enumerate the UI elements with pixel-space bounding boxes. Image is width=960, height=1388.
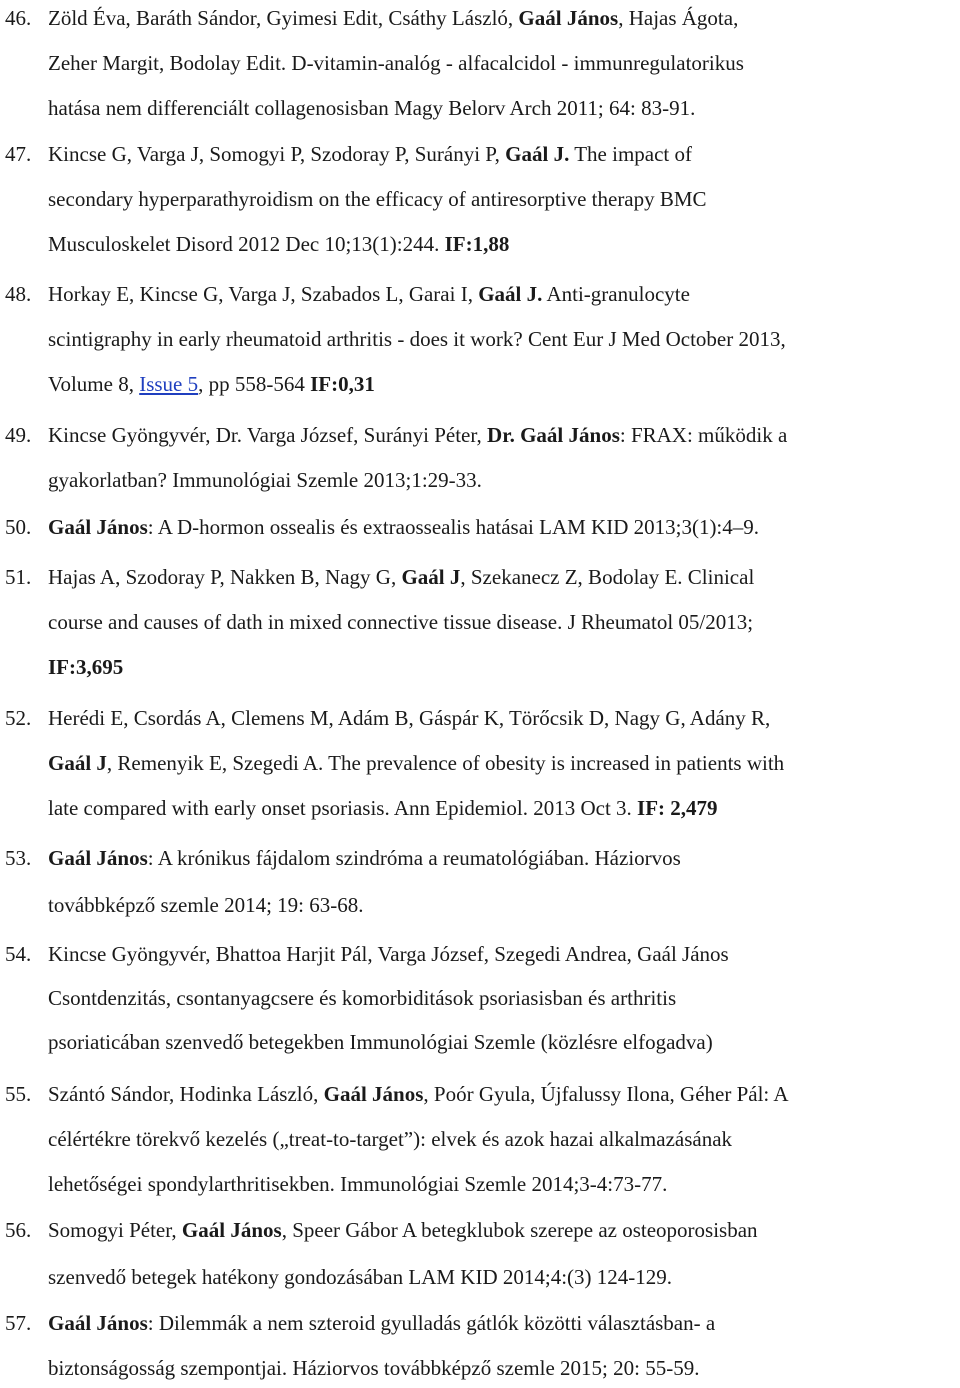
bold-text: Gaál J — [48, 751, 107, 775]
reference-line — [48, 372, 375, 396]
reference-text: Horkay E, Kincse G, Varga J, Szabados L, Garai I, — [48, 282, 479, 306]
bold-text: Dr. Gaál János — [487, 423, 620, 447]
reference-line — [48, 1127, 732, 1151]
reference-line — [48, 1218, 758, 1242]
reference-line — [48, 1311, 715, 1335]
reference-text: scintigraphy in early rheumatoid arthritis - does it work? Cent Eur J Med October 2013, — [48, 327, 786, 351]
reference-text: course and causes of dath in mixed connective tissue disease. J Rheumatol 05/2013; — [48, 610, 754, 634]
bold-text: IF:3,695 — [48, 655, 124, 679]
reference-line — [48, 1082, 789, 1106]
reference-number: 56. — [5, 1218, 32, 1242]
reference-text: : Dilemmák a nem szteroid gyulladás gátlók közötti választásban- a — [147, 1311, 716, 1335]
reference-text: Hajas A, Szodoray P, Nakken B, Nagy G, — [48, 565, 402, 589]
reference-line — [48, 986, 676, 1010]
reference-text: The impact of — [569, 142, 693, 166]
reference-line — [48, 232, 509, 256]
reference-text: Musculoskelet Disord 2012 Dec 10;13(1):244. — [48, 232, 445, 256]
bold-text: Gaál János — [48, 1311, 148, 1335]
reference-line — [48, 706, 770, 730]
reference-text: Szántó Sándor, Hodinka László, — [48, 1082, 324, 1106]
reference-number: 55. — [5, 1082, 32, 1106]
reference-text: Kincse G, Varga J, Somogyi P, Szodoray P, Surányi P, — [48, 142, 506, 166]
bold-text: Gaál János — [48, 515, 148, 539]
bold-text: IF: 2,479 — [637, 796, 718, 820]
reference-line — [48, 96, 695, 120]
bold-text: Gaál János — [48, 846, 148, 870]
reference-text: Zeher Margit, Bodolay Edit. D-vitamin-analóg - alfacalcidol - immunregulatorikus — [48, 51, 744, 75]
reference-line — [48, 515, 759, 539]
bold-text: IF:1,88 — [444, 232, 510, 256]
reference-text: : FRAX: működik a — [619, 423, 788, 447]
reference-line — [48, 751, 784, 775]
reference-number: 48. — [5, 282, 32, 306]
bold-text: Gaál János — [518, 6, 619, 30]
reference-line — [48, 327, 786, 351]
bold-text: Gaál J. — [478, 282, 543, 306]
reference-text: hatása nem differenciált collagenosisban Magy Belorv Arch 2011; 64: 83-91. — [48, 96, 696, 120]
reference-text: Volume 8, — [48, 372, 140, 396]
reference-number: 54. — [5, 942, 32, 966]
reference-text: , Hajas Ágota, — [618, 6, 739, 30]
reference-text: secondary hyperparathyroidism on the efficacy of antiresorptive therapy BMC — [48, 187, 707, 211]
bold-text: Gaál J. — [505, 142, 570, 166]
reference-number: 49. — [5, 423, 32, 447]
reference-text: Csontdenzitás, csontanyagcsere és komorbiditások psoriasisban és arthritis — [48, 986, 677, 1010]
reference-line — [48, 893, 364, 917]
reference-text: Kincse Gyöngyvér, Dr. Varga József, Surányi Péter, — [48, 423, 488, 447]
reference-line — [48, 1172, 667, 1196]
reference-text: : A krónikus fájdalom szindróma a reumatológiában. Háziorvos — [147, 846, 681, 870]
reference-text: biztonságosság szempontjai. Háziorvos továbbképző szemle 2015; 20: 55-59. — [48, 1356, 700, 1380]
reference-line — [48, 1265, 672, 1289]
reference-number: 47. — [5, 142, 32, 166]
reference-line — [48, 565, 754, 589]
reference-line — [48, 6, 738, 30]
reference-number: 46. — [5, 6, 32, 30]
reference-text: célértékre törekvő kezelés („treat-to-target”): elvek és azok hazai alkalmazásának — [48, 1127, 733, 1151]
reference-line — [48, 1356, 699, 1380]
reference-line — [48, 1030, 713, 1054]
reference-text: , Speer Gábor A betegklubok szerepe az osteoporosisban — [281, 1218, 758, 1242]
reference-line — [48, 655, 123, 679]
reference-text: Zöld Éva, Baráth Sándor, Gyimesi Edit, Csáthy László, — [48, 6, 519, 30]
reference-number: 50. — [5, 515, 32, 539]
reference-line — [48, 610, 753, 634]
reference-text: Somogyi Péter, — [48, 1218, 182, 1242]
reference-text: , pp 558-564 — [198, 372, 311, 396]
reference-line — [48, 51, 744, 75]
reference-text: gyakorlatban? Immunológiai Szemle 2013;1:29-33. — [48, 468, 482, 492]
bold-text: Gaál J — [401, 565, 461, 589]
reference-text: , Poór Gyula, Újfalussy Ilona, Géher Pál: A — [423, 1082, 789, 1106]
reference-number: 51. — [5, 565, 32, 589]
reference-line — [48, 468, 482, 492]
reference-text: , Remenyik E, Szegedi A. The prevalence of obesity is increased in patients with — [106, 751, 785, 775]
reference-text: szenvedő betegek hatékony gondozásában LAM KID 2014;4:(3) 124-129. — [48, 1265, 673, 1289]
reference-line — [48, 282, 690, 306]
reference-text: late compared with early onset psoriasis. Ann Epidemiol. 2013 Oct 3. — [48, 796, 638, 820]
reference-text: továbbképző szemle 2014; 19: 63-68. — [48, 893, 364, 917]
reference-number: 57. — [5, 1311, 32, 1335]
reference-line — [48, 942, 729, 966]
bold-text: Gaál János — [181, 1218, 282, 1242]
bold-text: Gaál János — [323, 1082, 424, 1106]
reference-text: , Szekanecz Z, Bodolay E. Clinical — [460, 565, 755, 589]
reference-text: Kincse Gyöngyvér, Bhattoa Harjit Pál, Varga József, Szegedi Andrea, Gaál János — [48, 942, 729, 966]
reference-line — [48, 187, 707, 211]
issue-link[interactable]: Issue 5 — [139, 372, 199, 396]
reference-line — [48, 142, 692, 166]
bold-text: IF:0,31 — [310, 372, 375, 396]
reference-text: : A D-hormon ossealis és extraossealis hatásai LAM KID 2013;3(1):4–9. — [147, 515, 760, 539]
reference-line — [48, 423, 787, 447]
reference-text: Herédi E, Csordás A, Clemens M, Adám B, Gáspár K, Törőcsik D, Nagy G, Adány R, — [48, 706, 771, 730]
reference-number: 53. — [5, 846, 32, 870]
reference-text: lehetőségei spondylarthritisekben. Immunológiai Szemle 2014;3-4:73-77. — [48, 1172, 668, 1196]
reference-text: psoriaticában szenvedő betegekben Immunológiai Szemle (közlésre elfogadva) — [48, 1030, 713, 1054]
reference-text: Anti-granulocyte — [542, 282, 690, 306]
reference-line — [48, 846, 681, 870]
reference-number: 52. — [5, 706, 32, 730]
reference-line — [48, 796, 718, 820]
